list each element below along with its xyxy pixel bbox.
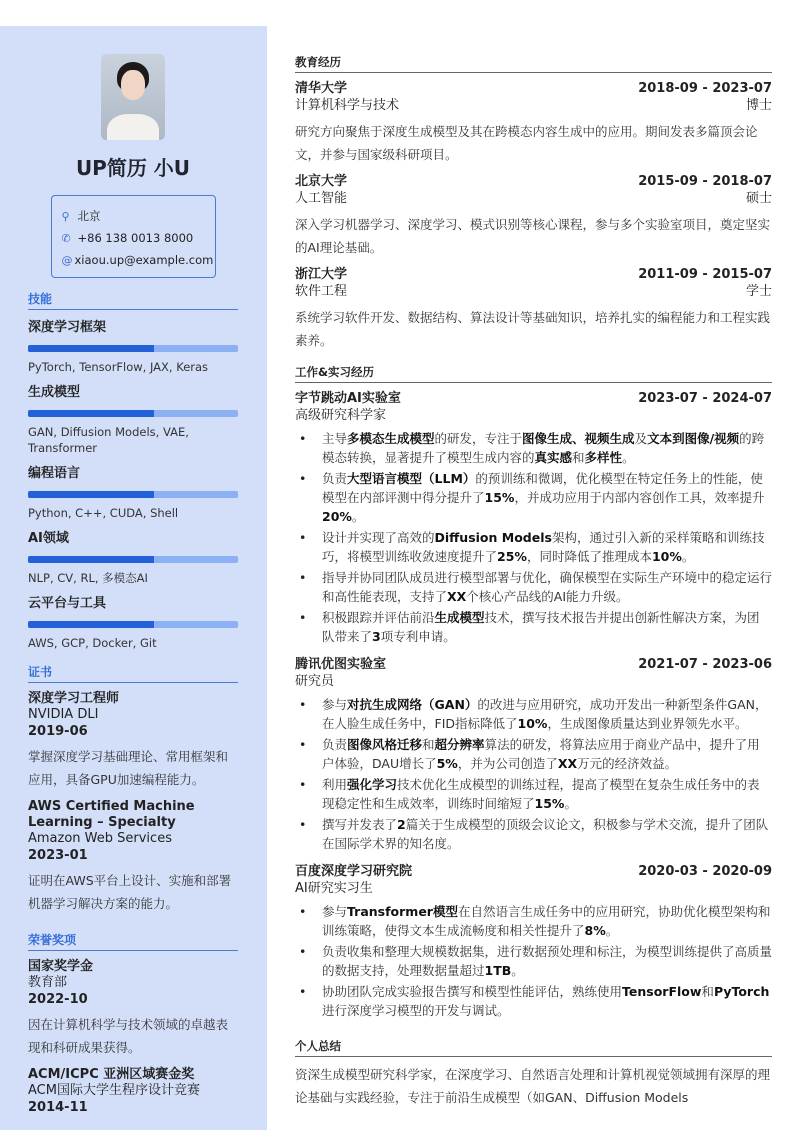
item-org: ACM国际大学生程序设计竞赛 bbox=[28, 1083, 200, 1098]
work-heading: 工作&实习经历 bbox=[295, 364, 772, 383]
text: 项专利申请。 bbox=[380, 629, 456, 644]
skill-level-bar bbox=[28, 345, 238, 352]
text: ，同时降低了推理成本 bbox=[526, 549, 652, 564]
work-list bbox=[295, 390, 772, 1020]
skill-level-fill bbox=[28, 556, 154, 563]
profile-photo bbox=[101, 54, 165, 140]
school-name: 浙江大学 bbox=[295, 267, 348, 282]
text: 。 bbox=[622, 450, 635, 465]
summary-heading: 个人总结 bbox=[295, 1038, 772, 1057]
skill-level-fill bbox=[28, 410, 154, 417]
text: 主导 bbox=[322, 431, 348, 446]
degree: 硕士 bbox=[745, 191, 772, 206]
text: 和 bbox=[422, 737, 435, 752]
bold-text: PyTorch bbox=[713, 984, 770, 999]
education-row bbox=[295, 97, 772, 114]
award-item bbox=[28, 959, 238, 1059]
company-name: 字节跳动AI实验室 bbox=[295, 391, 401, 406]
major: 计算机科学与技术 bbox=[295, 98, 400, 113]
bold-text: 25% bbox=[497, 549, 527, 564]
education-date: 2011-09 - 2015-07 bbox=[638, 267, 772, 282]
bold-text: 大型语言模型（LLM） bbox=[347, 471, 476, 486]
education-desc: 研究方向聚焦于深度生成模型及其在跨模态内容生成中的应用。期间发表多篇顶会论文，并参与国家级科研项目。 bbox=[295, 124, 758, 162]
education-desc: 系统学习软件开发、数据结构、算法设计等基础知识，培养扎实的编程能力和工程实践素养。 bbox=[295, 310, 771, 348]
text: 技术优化生成模型的训练过程，提高了模型在复杂生成任务中的表现稳定性和生成效率，训练时间缩短了 bbox=[322, 777, 760, 811]
text: 篇关于生成模型的顶级会议论文，积极参与学术交流，提升了团队在国际学术界的知名度。 bbox=[322, 817, 769, 851]
bold-text: 真实感 bbox=[534, 450, 573, 465]
text: ，并成功应用于内部内容创作工具，效率提升 bbox=[514, 490, 765, 505]
degree: 学士 bbox=[745, 284, 772, 299]
skill-title: 生成模型 bbox=[28, 385, 81, 400]
candidate-name: UP简历 小U bbox=[75, 156, 191, 180]
work-date: 2021-07 - 2023-06 bbox=[638, 657, 772, 672]
skill-desc: NLP, CV, RL, 多模态AI bbox=[28, 571, 148, 585]
skills-list bbox=[28, 316, 238, 651]
education-item bbox=[295, 173, 772, 259]
bullet-item bbox=[295, 469, 772, 526]
bullet-item bbox=[295, 735, 772, 773]
text: 利用 bbox=[322, 777, 348, 792]
bold-text: 8% bbox=[584, 923, 606, 938]
text: 算法的研发，将算法应用于商业产品中，提升了用户体验，DAU增长了 bbox=[322, 737, 760, 771]
skill-item bbox=[28, 462, 238, 521]
bold-text: 多模态生成模型 bbox=[347, 431, 435, 446]
skill-item bbox=[28, 381, 238, 456]
text: 在自然语言生成任务中的应用研究，协助优化模型架构和训练策略，使得文本生成流畅度和相关性提升了 bbox=[322, 904, 771, 938]
bold-text: 文本到图像/视频 bbox=[647, 431, 740, 446]
education-heading: 教育经历 bbox=[295, 54, 772, 73]
item-org: 教育部 bbox=[28, 975, 68, 990]
bold-text: 强化学习 bbox=[347, 777, 398, 792]
education-row bbox=[295, 80, 772, 97]
bullet-item bbox=[295, 568, 772, 606]
education-row bbox=[295, 173, 772, 190]
phone-icon: ✆ bbox=[61, 231, 71, 245]
bullet-item bbox=[295, 942, 772, 980]
bold-text: 图像风格迁移 bbox=[347, 737, 423, 752]
skill-level-bar bbox=[28, 621, 238, 628]
bullet-item bbox=[295, 982, 772, 1020]
bold-text: 多样性 bbox=[584, 450, 623, 465]
bold-text: 1TB bbox=[484, 963, 512, 978]
item-org: Amazon Web Services bbox=[28, 831, 172, 846]
job-role: 高级研究科学家 bbox=[295, 408, 387, 423]
skill-title: 云平台与工具 bbox=[28, 596, 107, 611]
skill-item bbox=[28, 592, 238, 651]
bold-text: Transformer模型 bbox=[347, 904, 458, 919]
item-date: 2022-10 bbox=[28, 992, 88, 1007]
education-date: 2015-09 - 2018-07 bbox=[638, 174, 772, 189]
text: 。 bbox=[351, 509, 365, 524]
item-org: NVIDIA DLI bbox=[28, 707, 99, 722]
at-icon: @ bbox=[61, 253, 73, 267]
text: 及 bbox=[634, 431, 648, 446]
school-name: 北京大学 bbox=[295, 174, 348, 189]
text: 。 bbox=[511, 963, 524, 978]
award-item bbox=[28, 1067, 238, 1117]
bullet-item bbox=[295, 902, 772, 940]
bold-text: 对抗生成网络（GAN） bbox=[347, 697, 478, 712]
work-row bbox=[295, 407, 772, 424]
awards-heading: 荣誉奖项 bbox=[28, 931, 238, 951]
text: 进行深度学习模型的开发与调试。 bbox=[322, 1003, 510, 1018]
text: 负责 bbox=[322, 737, 348, 752]
bullet-list bbox=[295, 429, 772, 646]
education-row bbox=[295, 190, 772, 207]
text: 架构，通过引入新的采样策略和训练技巧，将模型训练收敛速度提升了 bbox=[322, 530, 765, 564]
text: 参与 bbox=[322, 697, 348, 712]
bullet-list bbox=[295, 902, 772, 1020]
work-date: 2023-07 - 2024-07 bbox=[638, 391, 772, 406]
text: 积极跟踪并评估前沿 bbox=[322, 610, 435, 625]
sidebar bbox=[0, 26, 267, 1130]
skill-item bbox=[28, 316, 238, 375]
item-date: 2023-01 bbox=[28, 848, 88, 863]
text: 技术，撰写技术报告并提出创新性解决方案，为团队带来了 bbox=[322, 610, 760, 644]
text: 协助团队完成实验报告撰写和模型性能评估，熟练使用 bbox=[322, 984, 623, 999]
skill-desc: AWS, GCP, Docker, Git bbox=[28, 636, 157, 650]
text: 负责收集和整理大规模数据集，进行数据预处理和标注，为模型训练提供了高质量的数据支持，处理数据量超过 bbox=[322, 944, 773, 978]
text: 的预训练和微调，优化模型在特定任务上的性能，使模型在内部评测中得分提升了 bbox=[322, 471, 763, 505]
email: xiaou.up@example.com bbox=[74, 253, 214, 267]
degree: 博士 bbox=[745, 98, 772, 113]
work-row bbox=[295, 656, 772, 673]
text: 撰写并发表了 bbox=[322, 817, 398, 832]
skill-level-fill bbox=[28, 345, 154, 352]
bullet-list bbox=[295, 695, 772, 853]
bullet-item bbox=[295, 608, 772, 646]
bold-text: XX bbox=[447, 589, 467, 604]
bold-text: Diffusion Models bbox=[434, 530, 552, 545]
item-desc: 掌握深度学习基础理论、常用框架和应用，具备GPU加速编程能力。 bbox=[28, 749, 229, 787]
bold-text: TensorFlow bbox=[622, 984, 702, 999]
text: 个核心产品线的AI能力升级。 bbox=[466, 589, 629, 604]
text: 的研发，专注于 bbox=[434, 431, 523, 446]
education-item bbox=[295, 80, 772, 166]
work-row bbox=[295, 390, 772, 407]
item-title: AWS Certified Machine Learning – Specialty bbox=[28, 799, 195, 830]
item-date: 2019-06 bbox=[28, 724, 88, 739]
item-title: 国家奖学金 bbox=[28, 959, 94, 974]
text: 负责 bbox=[322, 471, 348, 486]
certs-list bbox=[28, 691, 238, 915]
bold-text: 15% bbox=[534, 796, 565, 811]
bold-text: 3 bbox=[372, 629, 381, 644]
skill-item bbox=[28, 527, 238, 586]
work-row bbox=[295, 863, 772, 880]
skill-level-bar bbox=[28, 556, 238, 563]
bold-text: 生成模型 bbox=[434, 610, 485, 625]
bullet-item bbox=[295, 528, 772, 566]
item-desc: 证明在AWS平台上设计、实施和部署机器学习解决方案的能力。 bbox=[28, 873, 232, 911]
item-title: ACM/ICPC 亚洲区域赛金奖 bbox=[28, 1067, 195, 1082]
bold-text: 2 bbox=[397, 817, 406, 832]
skill-title: AI领域 bbox=[28, 531, 69, 546]
cert-item bbox=[28, 691, 238, 791]
text: 万元的经济效益。 bbox=[577, 756, 678, 771]
work-item bbox=[295, 863, 772, 1020]
text: 设计并实现了高效的 bbox=[322, 530, 435, 545]
phone: +86 138 0013 8000 bbox=[77, 231, 194, 245]
work-date: 2020-03 - 2020-09 bbox=[638, 864, 772, 879]
bullet-item bbox=[295, 429, 772, 467]
education-list bbox=[295, 80, 772, 352]
text: 指导并协同团队成员进行模型部署与优化，确保模型在实际生产环境中的稳定运行和高性能表现，支持了 bbox=[322, 570, 773, 604]
work-item bbox=[295, 656, 772, 853]
bold-text: 图像生成、视频生成 bbox=[522, 431, 635, 446]
text: 的改进与应用研究，成功开发出一种新型条件GAN，在人脸生成任务中，FID指标降低了 bbox=[322, 697, 768, 731]
company-name: 百度深度学习研究院 bbox=[295, 864, 413, 879]
bold-text: XX bbox=[557, 756, 578, 771]
text: 和 bbox=[701, 984, 714, 999]
job-role: AI研究实习生 bbox=[295, 881, 373, 896]
work-row bbox=[295, 673, 772, 690]
bullet-item bbox=[295, 695, 772, 733]
text: ，并为公司创造了 bbox=[457, 756, 558, 771]
education-row bbox=[295, 266, 772, 283]
bold-text: 20% bbox=[322, 509, 352, 524]
bold-text: 10% bbox=[651, 549, 682, 564]
skill-level-fill bbox=[28, 491, 154, 498]
job-role: 研究员 bbox=[295, 674, 335, 689]
summary-text: 资深生成模型研究科学家，在深度学习、自然语言处理和计算机视觉领域拥有深厚的理论基础与实践经验，专注于前沿生成模型（如GAN、Diffusion Models bbox=[295, 1067, 771, 1105]
bold-text: 15% bbox=[484, 490, 515, 505]
text: 和 bbox=[572, 450, 585, 465]
awards-list bbox=[28, 959, 238, 1117]
skill-desc: GAN, Diffusion Models, VAE, Transformer bbox=[28, 425, 189, 455]
work-row bbox=[295, 880, 772, 897]
skill-level-bar bbox=[28, 410, 238, 417]
bullet-item bbox=[295, 815, 772, 853]
bold-text: 5% bbox=[436, 756, 458, 771]
skill-desc: Python, C++, CUDA, Shell bbox=[28, 506, 179, 520]
skill-desc: PyTorch, TensorFlow, JAX, Keras bbox=[28, 360, 209, 374]
skill-level-bar bbox=[28, 491, 238, 498]
item-title: 深度学习工程师 bbox=[28, 691, 120, 706]
company-name: 腾讯优图实验室 bbox=[295, 657, 387, 672]
main-content bbox=[295, 54, 772, 1109]
text: 的跨模态转换，显著提升了模型生成内容的 bbox=[322, 431, 765, 465]
skill-title: 编程语言 bbox=[28, 466, 81, 481]
bold-text: 超分辨率 bbox=[434, 737, 485, 752]
major: 人工智能 bbox=[295, 191, 348, 206]
text: 。 bbox=[564, 796, 577, 811]
cert-item bbox=[28, 799, 238, 915]
work-item bbox=[295, 390, 772, 646]
certs-heading: 证书 bbox=[28, 663, 238, 683]
text: 参与 bbox=[322, 904, 348, 919]
item-desc: 因在计算机科学与技术领域的卓越表现和科研成果获得。 bbox=[28, 1017, 229, 1055]
education-desc: 深入学习机器学习、深度学习、模式识别等核心课程，参与多个实验室项目，奠定坚实的AI理论基础。 bbox=[295, 217, 771, 255]
text: ，生成图像质量达到业界领先水平。 bbox=[547, 716, 748, 731]
map-pin-icon: ⚲ bbox=[61, 209, 70, 223]
text: 。 bbox=[605, 923, 619, 938]
education-date: 2018-09 - 2023-07 bbox=[638, 81, 772, 96]
education-row bbox=[295, 283, 772, 300]
bullet-item bbox=[295, 775, 772, 813]
item-date: 2014-11 bbox=[28, 1100, 88, 1115]
location: 北京 bbox=[77, 209, 101, 223]
text: 。 bbox=[681, 549, 695, 564]
contact-box bbox=[51, 195, 216, 278]
school-name: 清华大学 bbox=[295, 81, 348, 96]
education-item bbox=[295, 266, 772, 352]
skill-level-fill bbox=[28, 621, 154, 628]
major: 软件工程 bbox=[295, 284, 348, 299]
skill-title: 深度学习框架 bbox=[28, 320, 107, 335]
bold-text: 10% bbox=[517, 716, 548, 731]
skills-heading: 技能 bbox=[28, 290, 238, 310]
